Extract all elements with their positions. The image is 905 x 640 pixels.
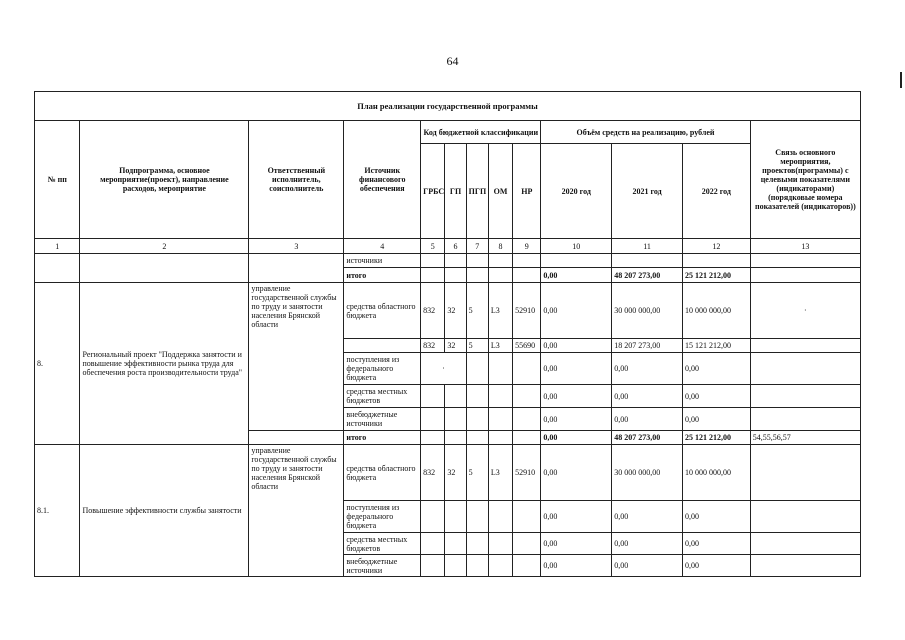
header-om: ОМ [488,144,512,239]
header-link: Связь основного мероприятия, проектов(программы) с целевыми показателями (индикаторами) (порядковые номера показателей (индикаторов)) [750,121,860,239]
amount-2020: 0,00 [541,268,612,283]
indicator-numbers: 54,55,56,57 [750,431,860,445]
stray-mark: · [421,353,466,385]
col-number: 5 [421,239,445,254]
amount-2020: 0,00 [541,283,612,339]
col-number: 12 [682,239,750,254]
code-om: L3 [488,445,512,501]
header-2022: 2022 год [682,144,750,239]
amount-2022: 25 121 212,00 [682,431,750,445]
header-subprogram: Подпрограмма, основное мероприятие(проект), направление расходов, мероприятие [80,121,249,239]
header-budget-code: Код бюджетной классификации [421,121,541,144]
header-source: Источник финансового обеспечения [344,121,421,239]
code-grbs: 832 [421,283,445,339]
cont-name [80,254,249,283]
amount-2021: 18 207 273,00 [612,339,683,353]
amount-2020: 0,00 [541,555,612,577]
row-num-8: 8. [35,283,80,445]
source-cell: средства местных бюджетов [344,385,421,408]
source-cell: внебюджетные источники [344,555,421,577]
code-np: 55690 [513,339,541,353]
amount-2021: 30 000 000,00 [612,445,683,501]
amount-2020: 0,00 [541,408,612,431]
source-cell: источники [344,254,421,268]
header-2020: 2020 год [541,144,612,239]
col-number: 1 [35,239,80,254]
amount-2021: 0,00 [612,353,683,385]
source-cell: средства местных бюджетов [344,533,421,555]
amount-2022: 0,00 [682,408,750,431]
code-gp: 32 [445,283,466,339]
itogo-label: итого [344,431,421,445]
plan-table [34,91,861,577]
amount-2022: 0,00 [682,533,750,555]
itogo-label: итого [344,268,421,283]
amount-2021: 0,00 [612,555,683,577]
header-np: НР [513,144,541,239]
source-cell: поступления из федерального бюджета [344,353,421,385]
code-gp: 32 [445,445,466,501]
amount-2022: 10 000 000,00 [682,445,750,501]
code-np: 52910 [513,283,541,339]
amount-2021: 0,00 [612,385,683,408]
code-grbs: 832 [421,445,445,501]
amount-2022: 25 121 212,00 [682,268,750,283]
header-num: № пп [35,121,80,239]
header-2021: 2021 год [612,144,683,239]
col-number: 8 [488,239,512,254]
code-gp: 32 [445,339,466,353]
col-number: 10 [541,239,612,254]
col-number: 9 [513,239,541,254]
amount-2020: 0,00 [541,445,612,501]
code-grbs: 832 [421,339,445,353]
row-num-8-1: 8.1. [35,445,80,577]
col-number: 11 [612,239,683,254]
executor-8: управление государственной службы по труду и занятости населения Брянской области [249,283,344,431]
code-np: 52910 [513,445,541,501]
col-number: 6 [445,239,466,254]
source-cell: поступления из федерального бюджета [344,501,421,533]
amount-2020: 0,00 [541,385,612,408]
amount-2021: 48 207 273,00 [612,268,683,283]
col-number: 3 [249,239,344,254]
amount-2022: 0,00 [682,555,750,577]
page-number: 64 [446,54,459,68]
header-gp: ГП [445,144,466,239]
code-pgp: 5 [466,283,488,339]
source-cell: средства областного бюджета [344,283,421,339]
amount-2020: 0,00 [541,353,612,385]
source-cell: внебюджетные источники [344,408,421,431]
executor-8-1: управление государственной службы по труду и занятости населения Брянской области [249,445,344,577]
header-funds: Объём средств на реализацию, рублей [541,121,750,144]
project-name-8: Региональный проект "Поддержка занятости и повышение эффективности рынка труда для обеспечения роста производительности труда" [80,283,249,445]
code-pgp: 5 [466,445,488,501]
amount-2020: 0,00 [541,501,612,533]
code-pgp: 5 [466,339,488,353]
code-om: L3 [488,339,512,353]
project-name-8-1: Повышение эффективности службы занятости [80,445,249,577]
code-om: L3 [488,283,512,339]
amount-2022: 10 000 000,00 [682,283,750,339]
amount-2021: 30 000 000,00 [612,283,683,339]
header-pgp: ПГП [466,144,488,239]
cont-executor [249,254,344,283]
col-number: 2 [80,239,249,254]
amount-2022: 0,00 [682,501,750,533]
cont-num [35,254,80,283]
col-number: 13 [750,239,860,254]
header-grbs: ГРБС [421,144,445,239]
source-cell: средства областного бюджета [344,445,421,501]
amount-2020: 0,00 [541,339,612,353]
amount-2021: 0,00 [612,501,683,533]
link-mark: · [750,283,860,339]
amount-2022: 0,00 [682,353,750,385]
table-title: План реализации государственной программы [35,92,861,121]
amount-2021: 48 207 273,00 [612,431,683,445]
col-number: 4 [344,239,421,254]
header-executor: Ответственный исполнитель, соисполнитель [249,121,344,239]
col-number: 7 [466,239,488,254]
amount-2022: 0,00 [682,385,750,408]
margin-mark [900,72,902,88]
amount-2020: 0,00 [541,431,612,445]
amount-2020: 0,00 [541,533,612,555]
amount-2021: 0,00 [612,408,683,431]
amount-2021: 0,00 [612,533,683,555]
amount-2022: 15 121 212,00 [682,339,750,353]
